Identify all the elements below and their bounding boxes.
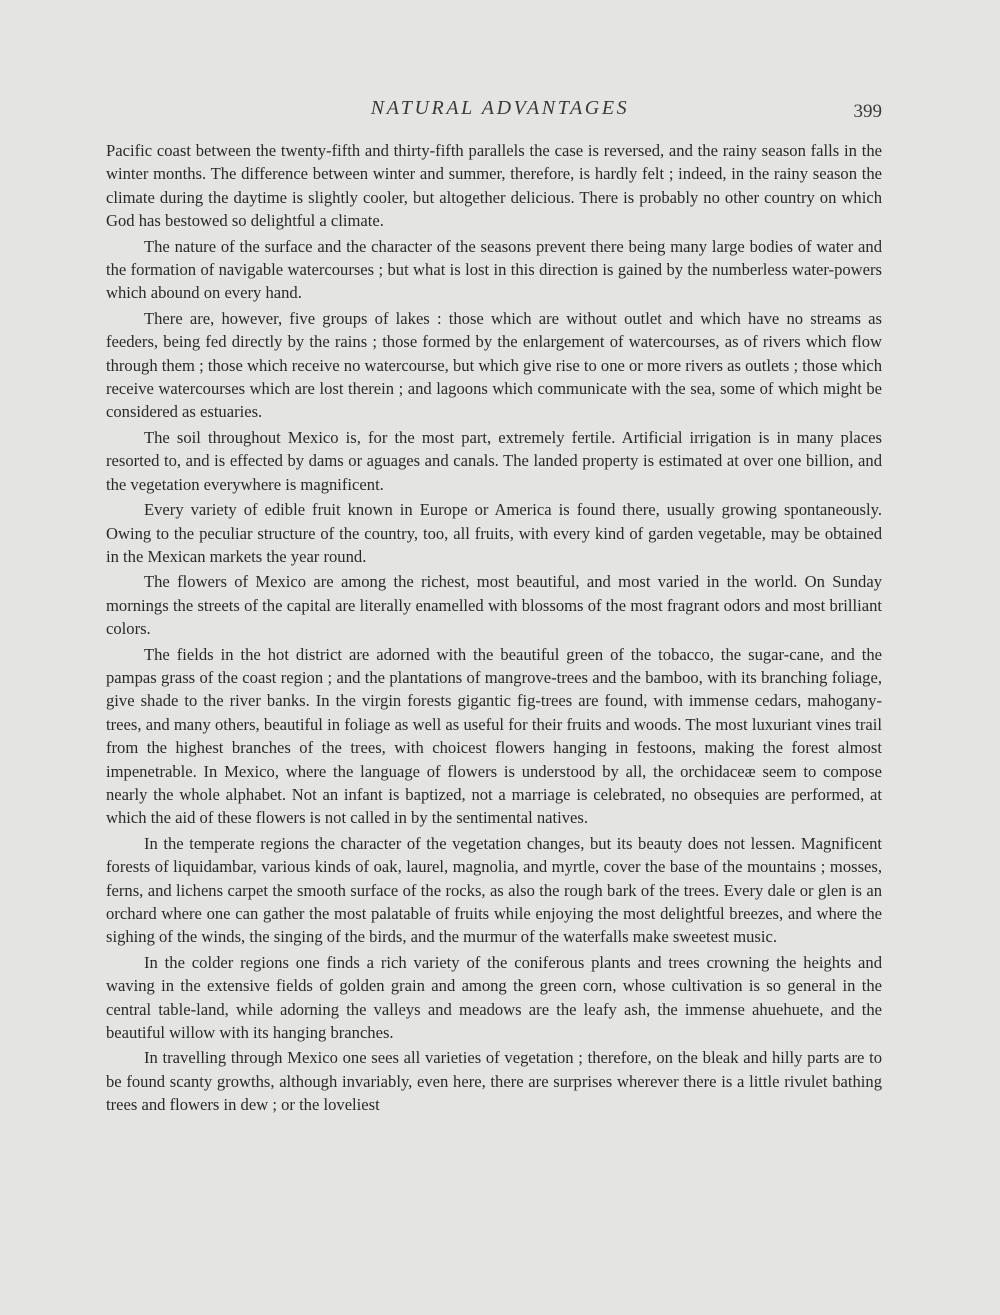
paragraph: In the colder regions one finds a rich variety of the coniferous plants and trees crowning the heights and waving in the extensive fields of golden grain and among the green corn, whose cultivation is so general in the central table-land, while adorning the valleys and meadows are the leafy ash, the immense ahuehuete, and the beautiful willow with its hanging branches. <box>106 952 882 1043</box>
paragraph: There are, however, five groups of lakes : those which are without outlet and which have no streams as feeders, being fed directly by the rains ; those formed by the enlargement of watercourses, as of rivers which flow through them ; those which receive no watercourse, but which give rise to one or more rivers as outlets ; those which receive watercourses which are lost therein ; and lagoons which communicate with the sea, some of which might be considered as estuaries. <box>106 308 883 422</box>
paragraph: The flowers of Mexico are among the richest, most beautiful, and most varied in the world. On Sunday mornings the streets of the capital are literally enamelled with blossoms of the most fragrant odors and most brilliant colors. <box>106 572 882 639</box>
paragraph: The nature of the surface and the character of the seasons prevent there being many large bodies of water and the formation of navigable watercourses ; but what is lost in this direction is gained by the numberless water-powers which abound on every hand. <box>106 236 882 303</box>
running-title: NATURAL ADVANTAGES <box>370 97 630 119</box>
body-text <box>106 139 882 1117</box>
paragraph: In the temperate regions the character of the vegetation changes, but its beauty does not lessen. Magnificent forests of liquidambar, various kinds of oak, laurel, magnolia, and myrtle, cover the base of the mountains ; mosses, ferns, and lichens carpet the smooth surface of the rocks, as also the rough bark of the trees. Every dale or glen is an orchard where one can gather the most palatable of fruits while enjoying the most delightful breezes, and where the sighing of the winds, the singing of the birds, and the murmur of the waterfalls make sweetest music. <box>106 833 882 947</box>
paragraph: The soil throughout Mexico is, for the most part, extremely fertile. Artificial irrigation is in many places resorted to, and is effected by dams or aguages and canals. The landed property is estimated at over one billion, and the vegetation everywhere is magnificent. <box>106 427 882 494</box>
page-number: 399 <box>853 101 882 122</box>
paragraph: The fields in the hot district are adorned with the beautiful green of the tobacco, the sugar-cane, and the pampas grass of the coast region ; and the plantations of mangrove-trees and the bamboo, with its branching foliage, give shade to the river banks. In the virgin forests gigantic fig-trees are found, with immense cedars, mahogany-trees, and many others, beautiful in foliage as well as useful for their fruits and woods. The most luxuriant vines trail from the highest branches of the trees, with choicest flowers hanging in festoons, making the forest almost impenetrable. In Mexico, where the language of flowers is understood by all, the orchidaceæ seem to compose nearly the whole alphabet. Not an infant is baptized, not a marriage is celebrated, no obsequies are performed, at which the aid of these flowers is not called in by the sentimental natives. <box>106 644 882 828</box>
running-head <box>0 97 1000 129</box>
paragraph: Every variety of edible fruit known in Europe or America is found there, usually growing spontaneously. Owing to the peculiar structure of the country, too, all fruits, with every kind of garden vegetable, may be obtained in the Mexican markets the year round. <box>106 500 882 566</box>
paragraph-continued: Pacific coast between the twenty-fifth and thirty-fifth parallels the case is reversed, and the rainy season falls in the winter months. The difference between winter and summer, therefore, is hardly felt ; indeed, in the rainy season the climate during the daytime is slightly cooler, but altogether delicious. There is probably no other country on which God has bestowed so delightful a climate. <box>106 141 882 231</box>
paragraph: In travelling through Mexico one sees all varieties of vegetation ; therefore, on the bleak and hilly parts are to be found scanty growths, although invariably, even here, there are surprises wherever there is a little rivulet bathing trees and flowers in dew ; or the loveliest <box>106 1048 882 1115</box>
